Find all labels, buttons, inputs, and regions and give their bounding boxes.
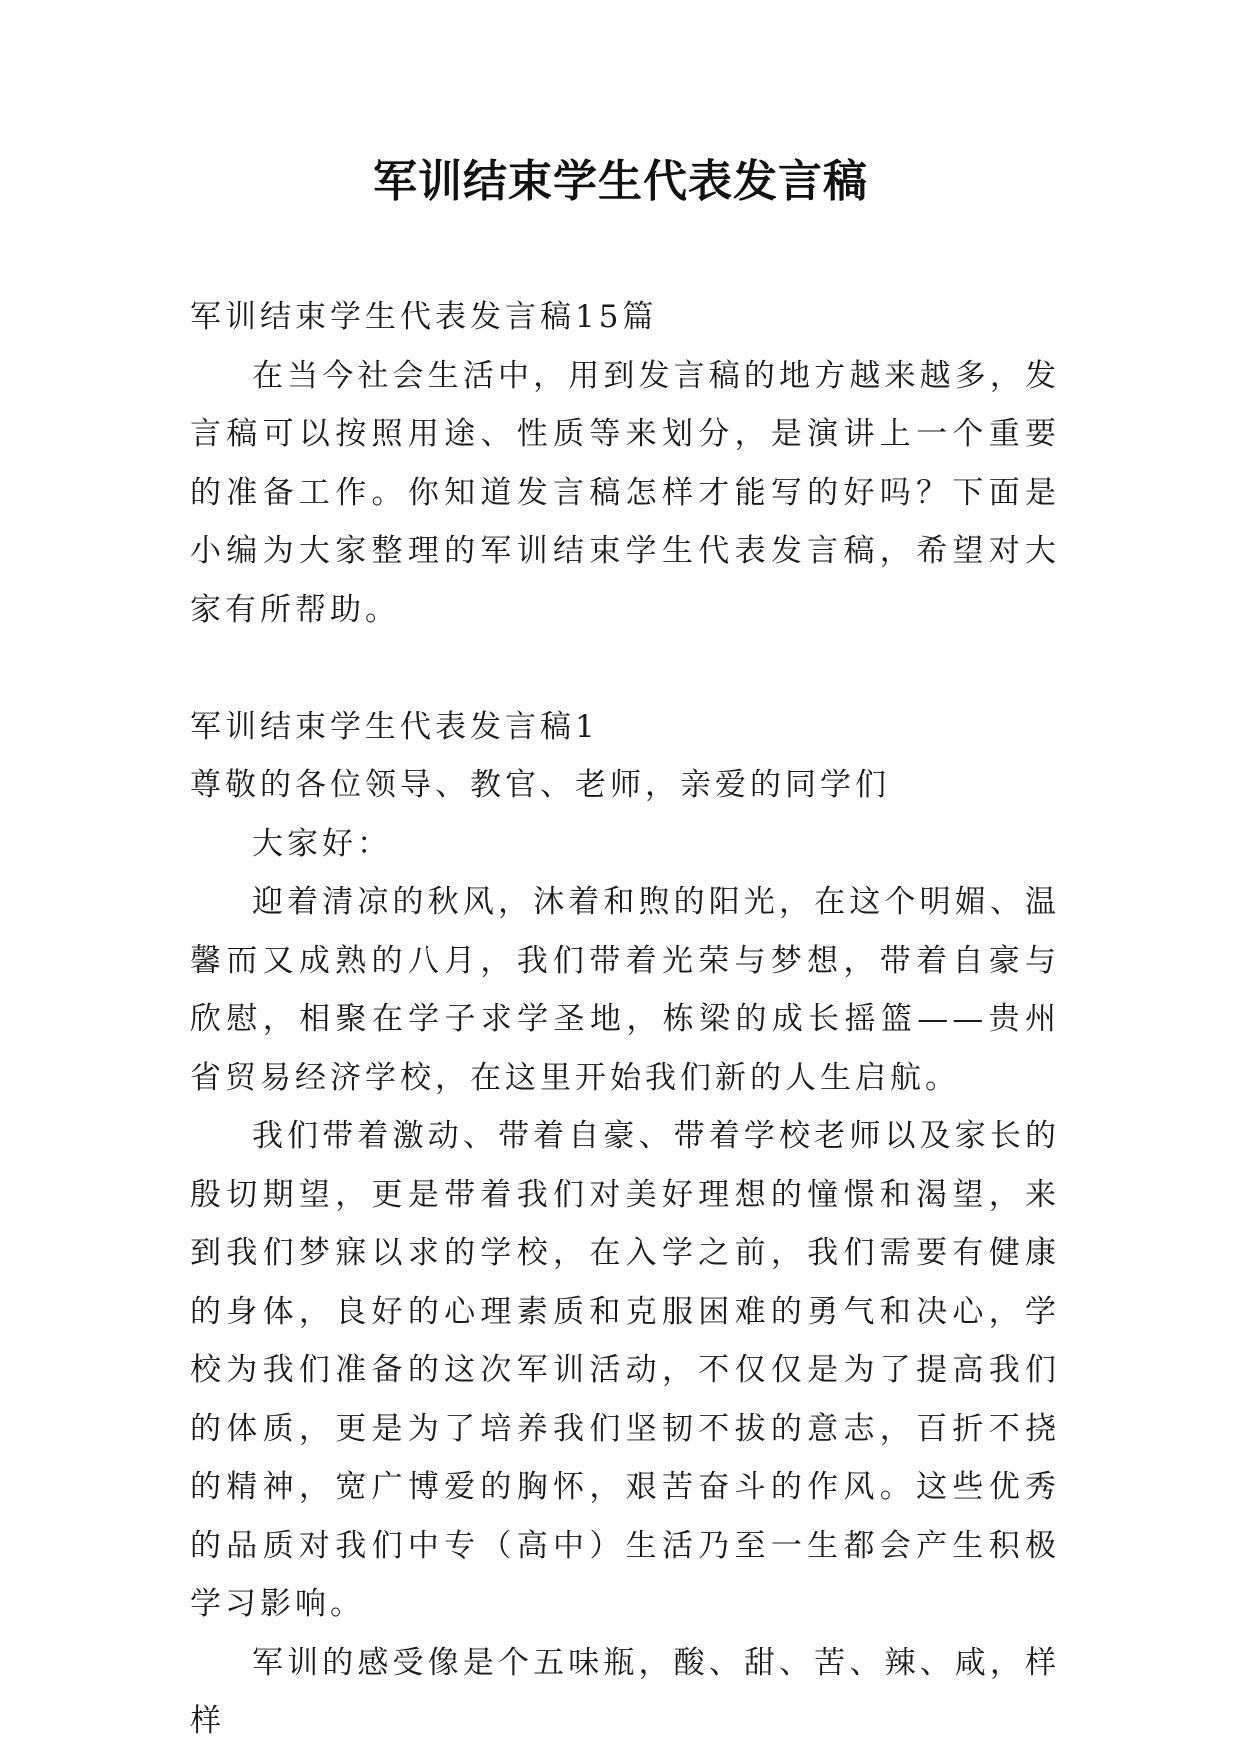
- body-paragraph: 军训的感受像是个五味瓶，酸、甜、苦、辣、咸，样样: [190, 1644, 1060, 1739]
- document-title: 军训结束学生代表发言稿: [373, 156, 868, 207]
- salutation: 尊敬的各位领导、教官、老师，亲爱的同学们: [190, 767, 890, 803]
- body-paragraph: 迎着清凉的秋风，沐着和煦的阳光，在这个明媚、温馨而又成熟的八月，我们带着光荣与梦想，带着自豪与欣慰，相聚在学子求学圣地，栋梁的成长摇篮——贵州省贸易经济学校，在这里开始我们新的人生启航。: [190, 884, 1060, 1096]
- blank-line: [190, 639, 1060, 698]
- intro-paragraph: 在当今社会生活中，用到发言稿的地方越来越多，发言稿可以按照用途、性质等来划分，是演讲上一个重要的准备工作。你知道发言稿怎样才能写的好吗？下面是小编为大家整理的军训结束学生代表发言稿，希望对大家有所帮助。: [190, 357, 1060, 628]
- greeting: 大家好：: [252, 825, 392, 862]
- section-heading: 军训结束学生代表发言稿1: [190, 708, 599, 745]
- body-paragraph: 我们带着激动、带着自豪、带着学校老师以及家长的殷切期望，更是带着我们对美好理想的憧憬和渴望，来到我们梦寐以求的学校，在入学之前，我们需要有健康的身体，良好的心理素质和克服困难的勇气和决心，学校为我们准备的这次军训活动，不仅仅是为了提高我们的体质，更是为了培养我们坚韧不拔的意志，百折不挠的精神，宽广博爱的胸怀，艰苦奋斗的作风。这些优秀的品质对我们中专（高中）生活乃至一生都会产生积极学习影响。: [190, 1118, 1060, 1622]
- document-subtitle: 军训结束学生代表发言稿15篇: [190, 299, 658, 335]
- document-body: [190, 288, 1060, 1751]
